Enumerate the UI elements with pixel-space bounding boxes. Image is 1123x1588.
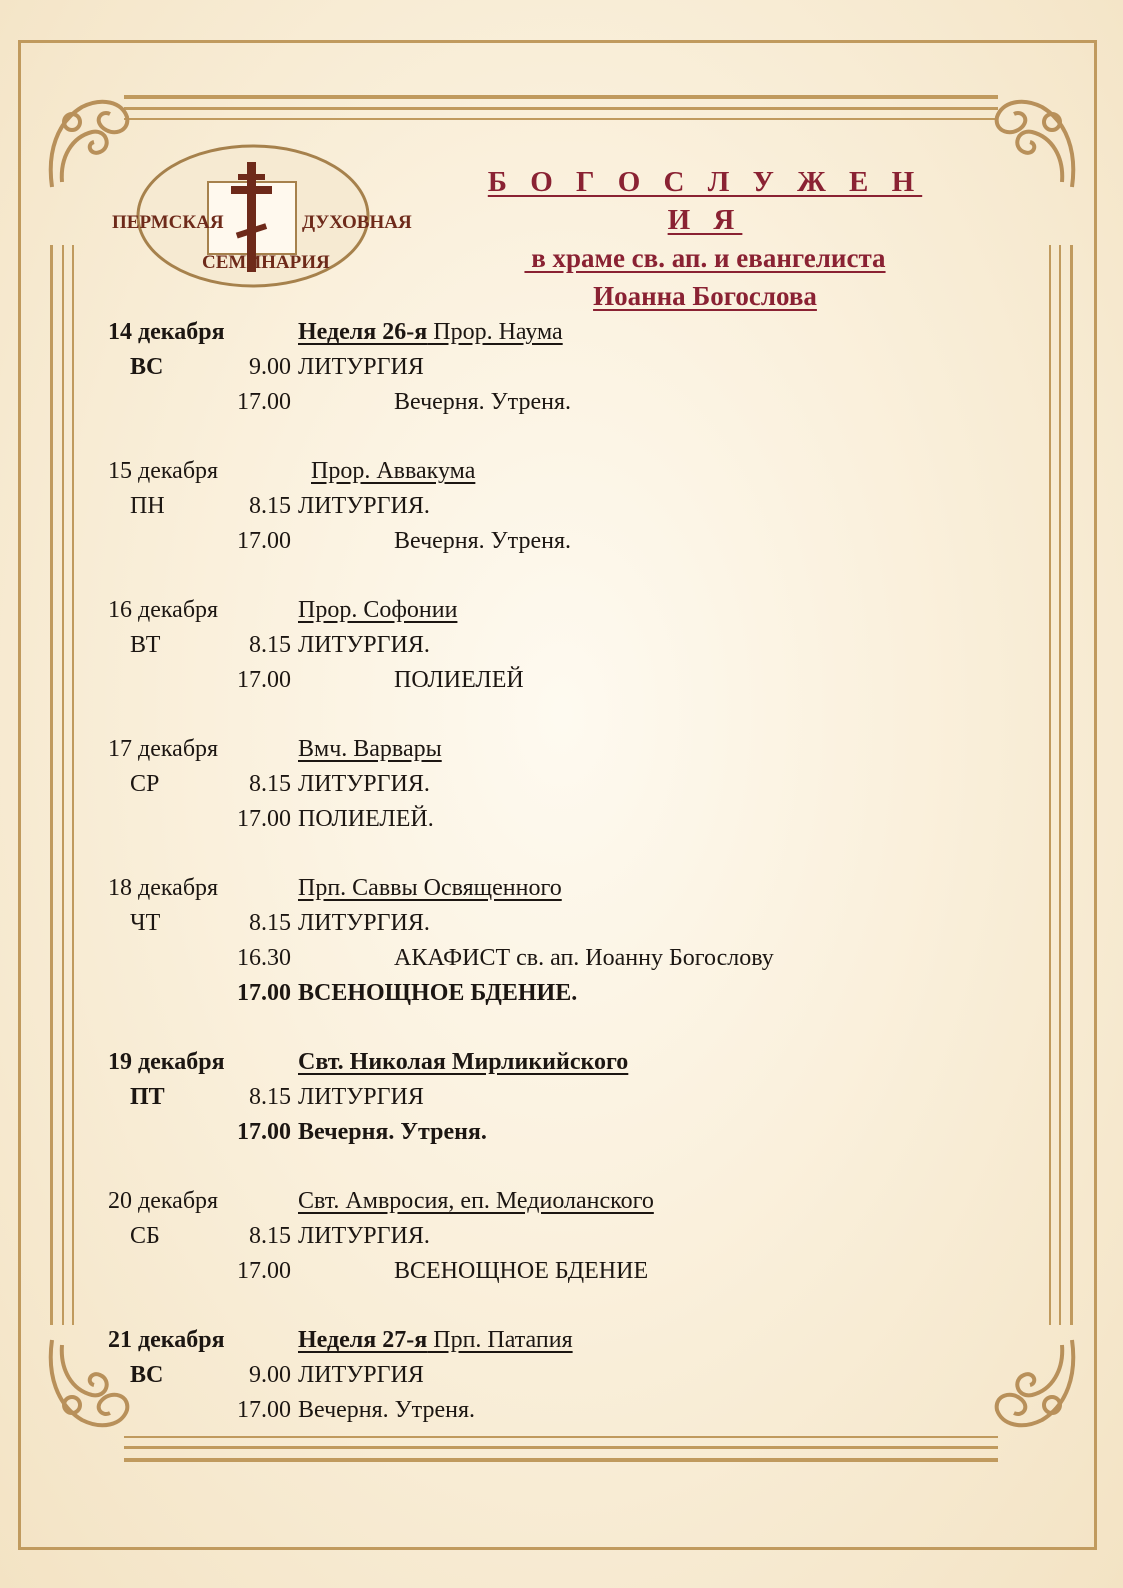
day-of-week: ПТ xyxy=(130,1084,165,1110)
bottom-rule-1 xyxy=(124,1436,998,1438)
page-subtitle-line-2: Иоанна Богослова xyxy=(593,281,817,311)
day-of-week: СР xyxy=(130,771,160,797)
service-name: ЛИТУРГИЯ xyxy=(298,1084,424,1110)
schedule-day xyxy=(0,1323,1123,1428)
day-date: 17 декабря xyxy=(108,736,219,762)
feast-name-text: Прор. Наума xyxy=(427,319,563,345)
service-row xyxy=(0,941,1123,976)
ornament-top-right-icon xyxy=(992,92,1082,192)
service-time: 8.15 xyxy=(249,493,291,519)
service-row xyxy=(0,1393,1123,1428)
service-time: 16.30 xyxy=(237,945,291,971)
service-name: Вечерня. Утреня. xyxy=(298,1119,487,1145)
service-name: Вечерня. Утреня. xyxy=(394,389,571,415)
day-date: 16 декабря xyxy=(108,597,219,623)
bottom-rule-2 xyxy=(124,1446,998,1449)
service-time: 17.00 xyxy=(237,528,291,554)
service-time: 8.15 xyxy=(249,771,291,797)
day-of-week: ВС xyxy=(130,1362,164,1388)
feast-name xyxy=(298,1184,654,1219)
day-date: 19 декабря xyxy=(108,1049,225,1075)
schedule-day xyxy=(0,1045,1123,1150)
service-row xyxy=(0,1358,1123,1393)
service-time: 17.00 xyxy=(237,806,291,832)
feast-name xyxy=(298,315,563,350)
service-row xyxy=(0,385,1123,420)
service-row xyxy=(0,802,1123,837)
service-row xyxy=(0,1254,1123,1289)
page-subtitle-line-1: в храме св. ап. и евангелиста xyxy=(524,243,886,273)
service-name: ПОЛИЕЛЕЙ. xyxy=(298,806,434,832)
service-name: ЛИТУРГИЯ. xyxy=(298,1223,430,1249)
service-name: Вечерня. Утреня. xyxy=(298,1397,475,1423)
service-name: ЛИТУРГИЯ xyxy=(298,1362,424,1388)
feast-name xyxy=(298,1323,573,1358)
service-name: ЛИТУРГИЯ. xyxy=(298,632,430,658)
day-of-week: ПН xyxy=(130,493,165,519)
feast-name-bold: Неделя 27-я xyxy=(298,1327,428,1353)
service-row xyxy=(0,1219,1123,1254)
top-rule-1 xyxy=(124,95,998,99)
service-name: АКАФИСТ св. ап. Иоанну Богослову xyxy=(394,945,774,971)
service-time: 17.00 xyxy=(237,1397,291,1423)
feast-name xyxy=(298,871,562,906)
service-time: 17.00 xyxy=(237,1258,291,1284)
service-row xyxy=(0,663,1123,698)
day-date: 21 декабря xyxy=(108,1327,225,1353)
service-time: 17.00 xyxy=(237,1119,291,1145)
service-name: ПОЛИЕЛЕЙ xyxy=(394,667,524,693)
service-time: 9.00 xyxy=(249,1362,291,1388)
header xyxy=(470,163,940,315)
service-row xyxy=(0,1080,1123,1115)
service-time: 17.00 xyxy=(237,667,291,693)
service-name: ВСЕНОЩНОЕ БДЕНИЕ. xyxy=(298,980,578,1006)
feast-name-text: Прор. Софонии xyxy=(298,597,458,623)
schedule-day xyxy=(0,454,1123,559)
day-date: 18 декабря xyxy=(108,875,219,901)
service-row xyxy=(0,628,1123,663)
service-name: ЛИТУРГИЯ. xyxy=(298,910,430,936)
day-date: 15 декабря xyxy=(108,458,219,484)
service-time: 17.00 xyxy=(237,980,291,1006)
page-title: Б О Г О С Л У Ж Е Н И Я xyxy=(487,166,923,236)
service-row xyxy=(0,489,1123,524)
feast-name xyxy=(311,454,475,489)
feast-name-text: Вмч. Варвары xyxy=(298,736,442,762)
day-of-week: ЧТ xyxy=(130,910,161,936)
day-date: 20 декабря xyxy=(108,1188,219,1214)
top-rule-3 xyxy=(124,118,998,120)
service-name: ЛИТУРГИЯ xyxy=(298,354,424,380)
feast-name xyxy=(298,593,457,628)
schedule-day xyxy=(0,732,1123,837)
service-time: 9.00 xyxy=(249,354,291,380)
service-time: 17.00 xyxy=(237,389,291,415)
service-time: 8.15 xyxy=(249,1223,291,1249)
feast-name-bold: Неделя 26-я xyxy=(298,319,428,345)
feast-name xyxy=(298,1045,628,1080)
seminary-logo xyxy=(108,142,412,290)
feast-name-text: Прор. Аввакума xyxy=(311,458,476,484)
day-of-week: ВТ xyxy=(130,632,161,658)
service-name: ЛИТУРГИЯ. xyxy=(298,493,430,519)
service-name: Вечерня. Утреня. xyxy=(394,528,571,554)
service-row xyxy=(0,767,1123,802)
service-row xyxy=(0,524,1123,559)
bottom-rule-3 xyxy=(124,1458,998,1462)
service-time: 8.15 xyxy=(249,1084,291,1110)
service-row xyxy=(0,976,1123,1011)
day-of-week: ВС xyxy=(130,354,164,380)
schedule-day xyxy=(0,315,1123,420)
feast-name-text: Прп. Саввы Освященного xyxy=(298,875,562,901)
logo-left-text: ПЕРМСКАЯ xyxy=(112,212,224,233)
schedule-day xyxy=(0,871,1123,1011)
service-row xyxy=(0,1115,1123,1150)
feast-name-text: Прп. Патапия xyxy=(427,1327,573,1353)
service-name: ВСЕНОЩНОЕ БДЕНИЕ xyxy=(394,1258,649,1284)
schedule-day xyxy=(0,1184,1123,1289)
day-of-week: СБ xyxy=(130,1223,160,1249)
day-date: 14 декабря xyxy=(108,319,225,345)
service-name: ЛИТУРГИЯ. xyxy=(298,771,430,797)
top-rule-2 xyxy=(124,107,998,110)
feast-name-bold: Свт. Николая Мирликийского xyxy=(298,1049,629,1075)
logo-right-text: ДУХОВНАЯ xyxy=(302,212,412,233)
service-row xyxy=(0,350,1123,385)
service-time: 8.15 xyxy=(249,632,291,658)
feast-name xyxy=(298,732,442,767)
service-row xyxy=(0,906,1123,941)
service-time: 8.15 xyxy=(249,910,291,936)
logo-bottom-text: СЕМИНАРИЯ xyxy=(202,252,330,273)
feast-name-text: Свт. Амвросия, еп. Медиоланского xyxy=(298,1188,654,1214)
schedule-day xyxy=(0,593,1123,698)
